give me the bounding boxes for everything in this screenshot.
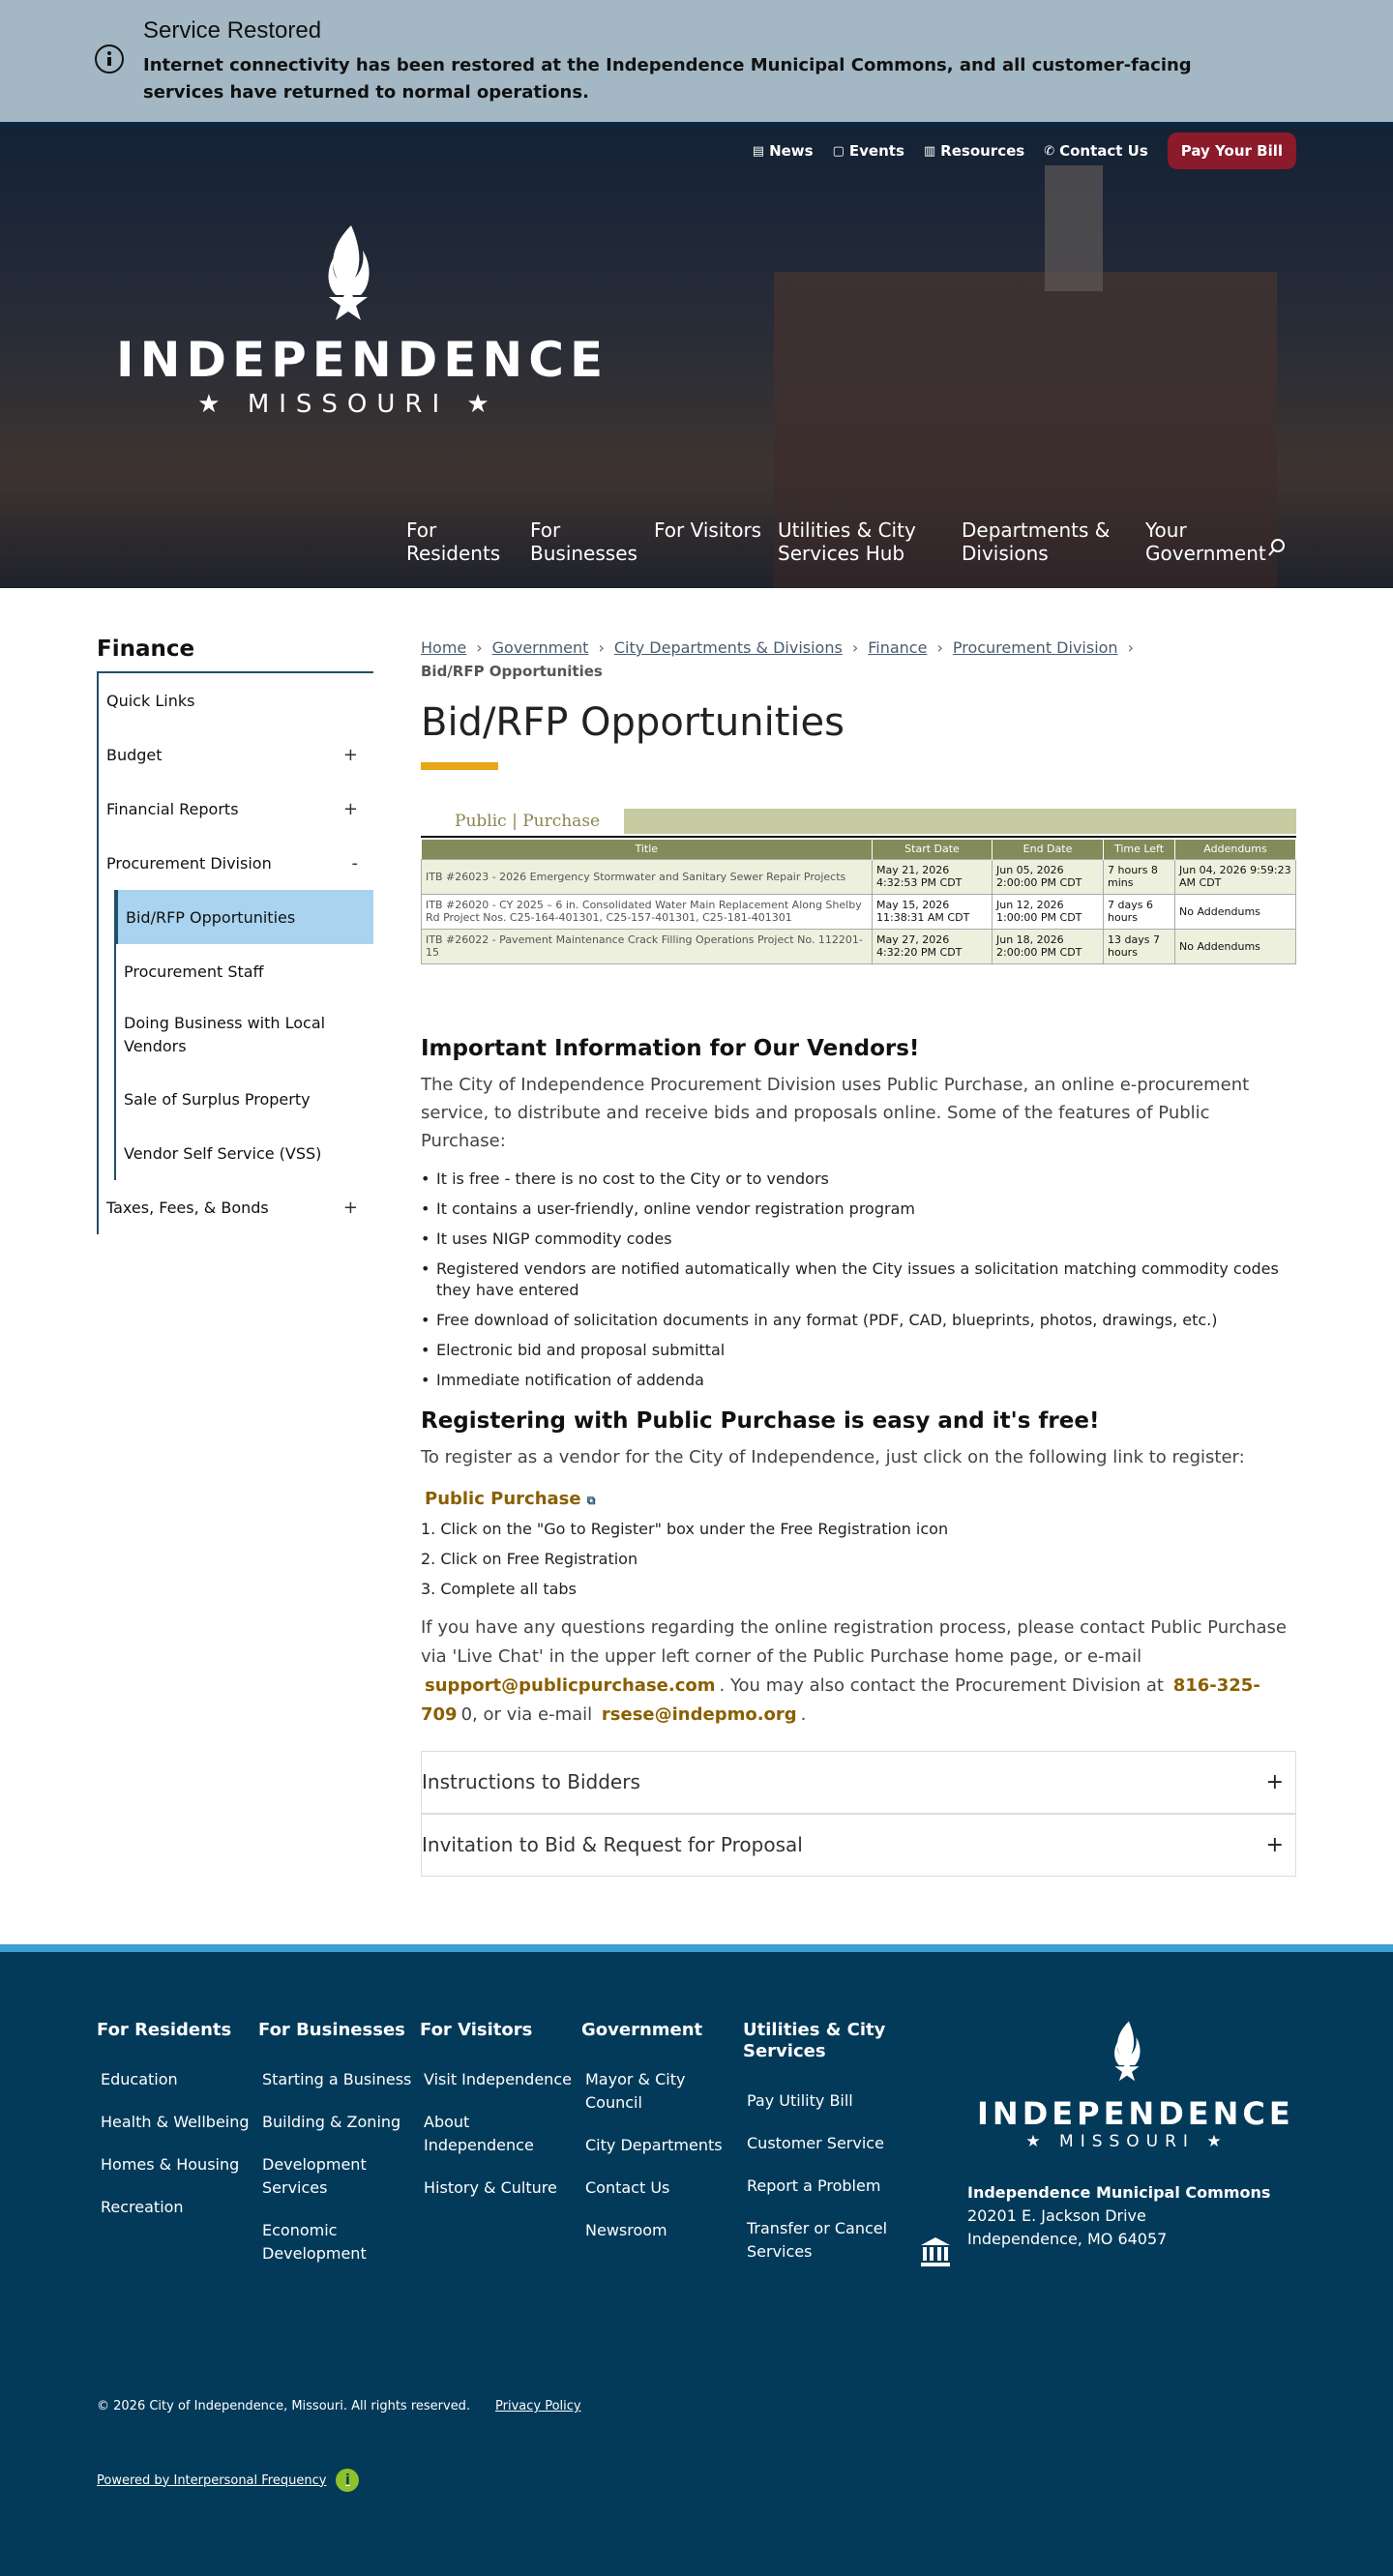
chevron-right-icon: › xyxy=(476,638,483,657)
footer-link[interactable]: Education xyxy=(101,2070,178,2088)
footer-link[interactable]: Customer Service xyxy=(747,2134,884,2152)
privacy-policy-link[interactable]: Privacy Policy xyxy=(495,2399,581,2413)
column-time-left[interactable]: Time Left xyxy=(1104,840,1175,859)
footer-col-government: Government Mayor & City Council City Departments Contact Us Newsroom xyxy=(581,2020,736,2262)
sidebar-title: Finance xyxy=(97,637,373,673)
section-sidebar xyxy=(97,637,373,1234)
plus-icon[interactable]: + xyxy=(1265,1769,1284,1794)
pay-your-bill-button[interactable]: Pay Your Bill xyxy=(1168,133,1296,169)
nav-for-businesses[interactable]: For Businesses xyxy=(530,518,637,565)
list-item: 2. Click on Free Registration xyxy=(421,1549,638,1568)
register-intro: To register as a vendor for the City of Independence, just click on the following link to register: xyxy=(421,1446,1245,1467)
accordion-instructions[interactable]: Instructions to Bidders + xyxy=(421,1751,1296,1814)
search-icon[interactable] xyxy=(1267,538,1287,557)
logo-wordmark: INDEPENDENCE xyxy=(116,332,609,388)
flame-star-icon xyxy=(1106,2020,1148,2087)
list-item: • It uses NIGP commodity codes xyxy=(436,1229,1296,1250)
footer-logo-wordmark: INDEPENDENCE xyxy=(977,2095,1294,2132)
title-accent xyxy=(421,762,498,770)
table-row[interactable]: ITB #26020 - CY 2025 – 6 in. Consolidated Water Main Replacement Along Shelby Rd Project Nos. C25-164-401301, C25-157-401301, C25-181-401301 May 15, 2026 11:38:31 AM CDT Jun 12, 2026 1:00:00 PM CDT 7 days 6 hours No Addendums xyxy=(422,894,1296,929)
expand-icon[interactable]: + xyxy=(342,1197,358,1218)
table-row[interactable]: ITB #26022 - Pavement Maintenance Crack Filling Operations Project No. 112201-15 May 27, 2026 4:32:20 PM CDT Jun 18, 2026 2:00:00 PM CDT 13 days 7 hours No Addendums xyxy=(422,929,1296,963)
footer-link[interactable]: Report a Problem xyxy=(747,2176,881,2195)
footer-address: Independence Municipal Commons 20201 E. Jackson Drive Independence, MO 64057 xyxy=(967,2183,1271,2248)
main-content xyxy=(421,637,1296,1877)
chevron-right-icon: › xyxy=(598,638,605,657)
utility-link-contact[interactable]: ✆ Contact Us xyxy=(1044,142,1148,160)
footer-link[interactable]: Mayor & City Council xyxy=(585,2070,686,2112)
column-addendums[interactable]: Addendums xyxy=(1175,840,1296,859)
sidebar-item-surplus[interactable]: Sale of Surplus Property xyxy=(124,1089,311,1109)
sidebar-item-quick-links[interactable]: Quick Links xyxy=(106,691,195,710)
list-item: • Immediate notification of addenda xyxy=(436,1370,1296,1391)
page-title: Bid/RFP Opportunities xyxy=(421,700,845,745)
footer-link[interactable]: Starting a Business xyxy=(262,2070,412,2088)
page-content xyxy=(0,588,1393,1942)
footer-link[interactable]: Recreation xyxy=(101,2198,184,2216)
footer-col-utilities: Utilities & City Services Pay Utility Bill Customer Service Report a Problem Transfer or Cancel Services xyxy=(743,2020,917,2283)
phone-icon: ✆ xyxy=(1044,143,1055,159)
flame-star-icon xyxy=(314,223,382,330)
nav-for-residents[interactable]: For Residents xyxy=(406,518,501,565)
list-item: 1. Click on the "Go to Register" box under the Free Registration icon xyxy=(421,1519,949,1538)
vendors-intro: The City of Independence Procurement Division uses Public Purchase, an online e-procurement service, to distribute and receive bids and proposals online. Some of the features of Public Purchase: xyxy=(421,1074,1250,1151)
footer-link[interactable]: Contact Us xyxy=(585,2178,670,2197)
register-steps xyxy=(421,1519,1296,1600)
copyright: © 2026 City of Independence, Missouri. All rights reserved. xyxy=(97,2399,471,2413)
expand-icon[interactable]: + xyxy=(342,798,358,819)
footer-link[interactable]: Newsroom xyxy=(585,2221,667,2239)
sidebar-item-vss[interactable]: Vendor Self Service (VSS) xyxy=(124,1143,322,1163)
sidebar-item-local-vendors[interactable]: Doing Business with Local Vendors xyxy=(124,1014,326,1055)
utility-link-news[interactable]: ▤ News xyxy=(752,142,814,160)
site-logo[interactable] xyxy=(116,223,609,419)
footer-link[interactable]: Building & Zoning xyxy=(262,2113,401,2131)
accordion xyxy=(421,1751,1296,1877)
chevron-right-icon: › xyxy=(851,638,859,657)
footer-col-residents: For Residents Education Health & Wellbeing Homes & Housing Recreation xyxy=(97,2020,252,2238)
breadcrumb-home[interactable]: Home xyxy=(421,638,467,657)
public-purchase-logo: Public | Purchase xyxy=(421,809,624,834)
sidebar-list xyxy=(97,673,373,1234)
alert-title: Service Restored xyxy=(143,17,322,44)
register-heading: Registering with Public Purchase is easy and it's free! xyxy=(421,1407,1100,1434)
utility-link-events[interactable]: ▢ Events xyxy=(832,142,904,160)
table-row[interactable]: ITB #26023 - 2026 Emergency Stormwater and Sanitary Sewer Repair Projects May 21, 2026 4:32:53 PM CDT Jun 05, 2026 2:00:00 PM CDT 7 hours 8 mins Jun 04, 2026 9:59:23 AM CDT xyxy=(422,859,1296,894)
footer-logo-subtitle: ★ MISSOURI ★ xyxy=(1025,2132,1229,2151)
nav-departments[interactable]: Departments & Divisions xyxy=(962,518,1111,565)
footer-link[interactable]: Economic Development xyxy=(262,2221,367,2263)
utility-link-resources[interactable]: ▥ Resources xyxy=(923,142,1025,160)
footer-link[interactable]: About Independence xyxy=(424,2113,534,2154)
sidebar-item-financial-reports[interactable]: Financial Reports + xyxy=(106,798,358,819)
footer-link[interactable]: Health & Wellbeing xyxy=(101,2113,250,2131)
sidebar-subnav xyxy=(114,890,373,1180)
bids-table xyxy=(421,840,1296,964)
footer-link[interactable]: Visit Independence xyxy=(424,2070,572,2088)
chevron-right-icon: › xyxy=(936,638,943,657)
list-item: • It is free - there is no cost to the City or to vendors xyxy=(436,1169,1296,1190)
newspaper-icon: ▤ xyxy=(752,143,765,159)
column-end-date[interactable]: End Date xyxy=(993,840,1104,859)
contact-paragraph: If you have any questions regarding the online registration process, please contact Public Purchase via 'Live Chat' in the upper left corner of the Public Purchase home page, or e-mail support@publicpurchase.com . You may also contact the Procurement Division at 816-325-709 0, or via e-mail rsese@indepmo.org . xyxy=(421,1616,1287,1725)
accordion-invitation[interactable]: Invitation to Bid & Request for Proposal + xyxy=(421,1814,1296,1877)
nav-your-government[interactable]: Your Government xyxy=(1145,518,1266,565)
nav-for-visitors[interactable]: For Visitors xyxy=(654,518,762,542)
logo-subtitle: ★ MISSOURI ★ xyxy=(197,390,499,419)
footer-col-visitors: For Visitors Visit Independence About Independence History & Culture xyxy=(420,2020,575,2219)
public-purchase-widget xyxy=(421,809,1296,964)
public-purchase-link[interactable]: Public Purchase ⧉ xyxy=(425,1488,596,1509)
service-alert xyxy=(0,0,1393,122)
vendors-heading: Important Information for Our Vendors! xyxy=(421,1035,920,1061)
breadcrumb-departments[interactable]: City Departments & Divisions xyxy=(613,638,843,657)
phone-link[interactable]: 816-325-709 xyxy=(421,1674,1260,1725)
breadcrumb xyxy=(421,637,1296,683)
sidebar-item-taxes[interactable]: Taxes, Fees, & Bonds + xyxy=(106,1197,358,1218)
expand-icon[interactable]: + xyxy=(342,744,358,765)
vendor-logo-icon: i xyxy=(336,2469,359,2492)
footer-link[interactable]: Homes & Housing xyxy=(101,2155,240,2174)
collapse-icon[interactable]: - xyxy=(351,852,358,873)
support-email-link[interactable]: support@publicpurchase.com xyxy=(425,1674,716,1696)
main-nav xyxy=(406,518,1271,565)
footer-col-businesses: For Businesses Starting a Business Building & Zoning Development Services Economic Development xyxy=(258,2020,413,2285)
sidebar-item-procurement-staff[interactable]: Procurement Staff xyxy=(124,962,264,981)
site-footer xyxy=(0,1944,1393,2576)
sidebar-item-budget[interactable]: Budget + xyxy=(106,744,358,765)
column-start-date[interactable]: Start Date xyxy=(873,840,993,859)
map-icon: ▥ xyxy=(923,143,936,159)
list-item: • Free download of solicitation documents in any format (PDF, CAD, blueprints, photos, drawings, etc.) xyxy=(436,1310,1296,1331)
breadcrumb-procurement[interactable]: Procurement Division xyxy=(952,638,1118,657)
breadcrumb-finance[interactable]: Finance xyxy=(868,638,928,657)
footer-link[interactable]: City Departments xyxy=(585,2136,723,2154)
breadcrumb-current: Bid/RFP Opportunities xyxy=(421,663,603,680)
sidebar-item-bid-rfp[interactable]: Bid/RFP Opportunities xyxy=(114,890,373,944)
footer-link[interactable]: Transfer or Cancel Services xyxy=(747,2219,888,2261)
building-icon xyxy=(919,2235,952,2268)
info-icon xyxy=(95,44,124,74)
plus-icon[interactable]: + xyxy=(1265,1832,1284,1857)
footer-link[interactable]: Development Services xyxy=(262,2155,367,2197)
column-title[interactable]: Title xyxy=(422,840,873,859)
features-list xyxy=(421,1169,1296,1391)
chevron-right-icon: › xyxy=(1127,638,1134,657)
breadcrumb-government[interactable]: Government xyxy=(491,638,589,657)
utility-nav xyxy=(753,133,1296,169)
external-link-icon: ⧉ xyxy=(586,1493,596,1507)
footer-link[interactable]: Pay Utility Bill xyxy=(747,2091,853,2110)
alert-text: Internet connectivity has been restored at the Independence Municipal Commons, and all customer-facing services have returned to normal operations. xyxy=(143,55,1192,103)
footer-link[interactable]: History & Culture xyxy=(424,2178,557,2197)
sidebar-item-procurement[interactable]: Procurement Division - xyxy=(106,852,358,873)
calendar-icon: ▢ xyxy=(832,143,845,159)
nav-utilities[interactable]: Utilities & City Services Hub xyxy=(778,518,916,565)
footer-logo[interactable] xyxy=(977,2020,1294,2151)
list-item: • It contains a user-friendly, online vendor registration program xyxy=(436,1199,1296,1220)
list-item: • Registered vendors are notified automatically when the City issues a solicitation matching commodity codes they have entered xyxy=(436,1258,1296,1301)
procurement-email-link[interactable]: rsese@indepmo.org xyxy=(601,1703,797,1725)
powered-by-link[interactable]: Powered by Interpersonal Frequency i xyxy=(97,2469,359,2492)
list-item: 3. Complete all tabs xyxy=(421,1579,577,1598)
hero-banner xyxy=(0,122,1393,588)
list-item: • Electronic bid and proposal submittal xyxy=(436,1340,1296,1361)
